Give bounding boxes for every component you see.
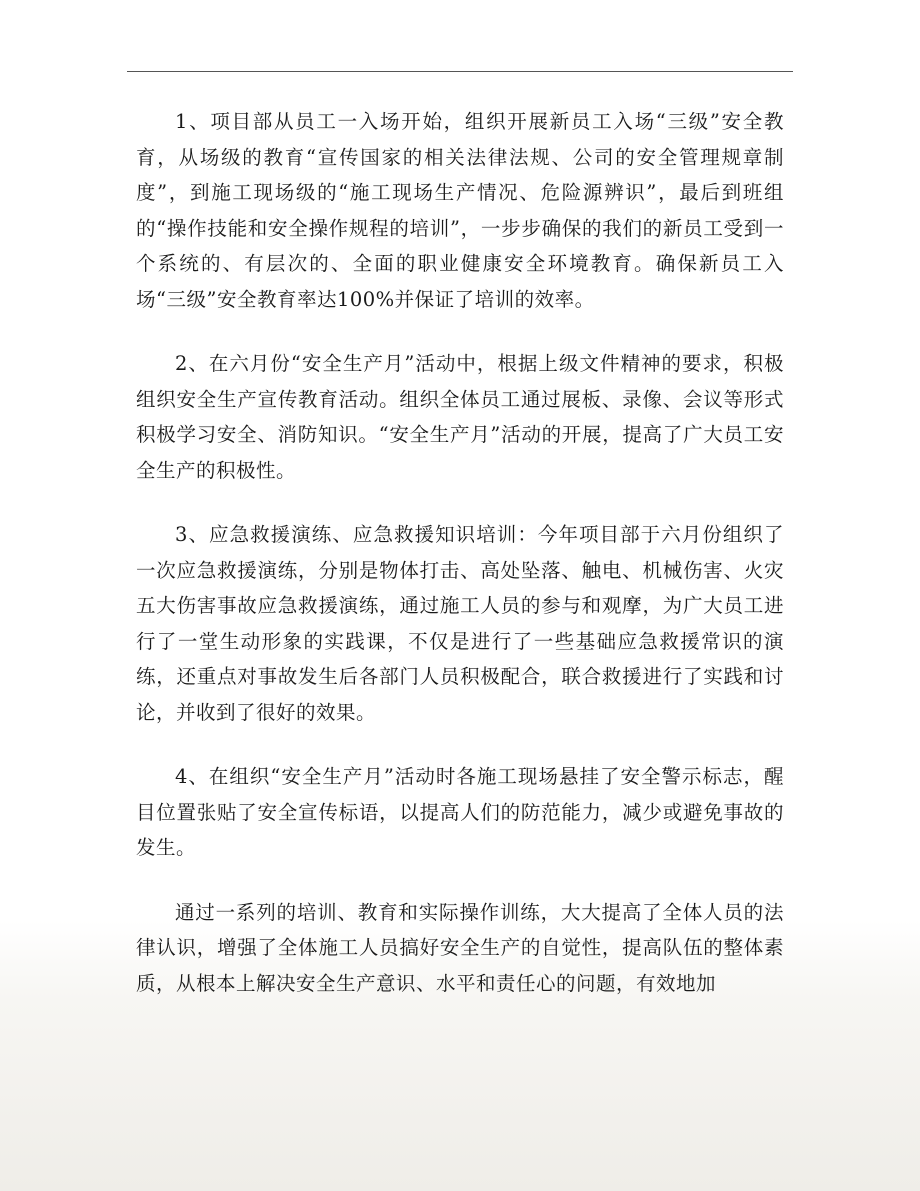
header-rule <box>127 71 793 72</box>
paragraph-3: 3、应急救援演练、应急救援知识培训：今年项目部于六月份组织了一次应急救援演练，分别是物体打击、高处坠落、触电、机械伤害、火灾五大伤害事故应急救援演练，通过施工人员的参与和观摩，为广大员工进行了一堂生动形象的实践课，不仅是进行了一些基础应急救援常识的演练，还重点对事故发生后各部门人员积极配合，联合救援进行了实践和讨论，并收到了很好的效果。 <box>136 523 784 724</box>
paragraph-1: 1、项目部从员工一入场开始，组织开展新员工入场“三级”安全教育，从场级的教育“宣传国家的相关法律法规、公司的安全管理规章制度”，到施工现场级的“施工现场生产情况、危险源辨识”，最后到班组的“操作技能和安全操作规程的培训”，一步步确保的我们的新员工受到一个系统的、有层次的、全面的职业健康安全环境教育。确保新员工入场“三级”安全教育率达100%并保证了培训的效率。 <box>136 110 784 311</box>
document-body <box>136 104 784 1030</box>
paragraph-2: 2、在六月份“安全生产月”活动中，根据上级文件精神的要求，积极组织安全生产宣传教育活动。组织全体员工通过展板、录像、会议等形式积极学习安全、消防知识。“安全生产月”活动的开展，提高了广大员工安全生产的积极性。 <box>136 352 784 482</box>
paragraph-4: 4、在组织“安全生产月”活动时各施工现场悬挂了安全警示标志，醒目位置张贴了安全宣传标语，以提高人们的防范能力，减少或避免事故的发生。 <box>136 765 784 859</box>
paragraph-5: 通过一系列的培训、教育和实际操作训练，大大提高了全体人员的法律认识，增强了全体施工人员搞好安全生产的自觉性，提高队伍的整体素质，从根本上解决安全生产意识、水平和责任心的问题，有效地加 <box>136 900 784 995</box>
